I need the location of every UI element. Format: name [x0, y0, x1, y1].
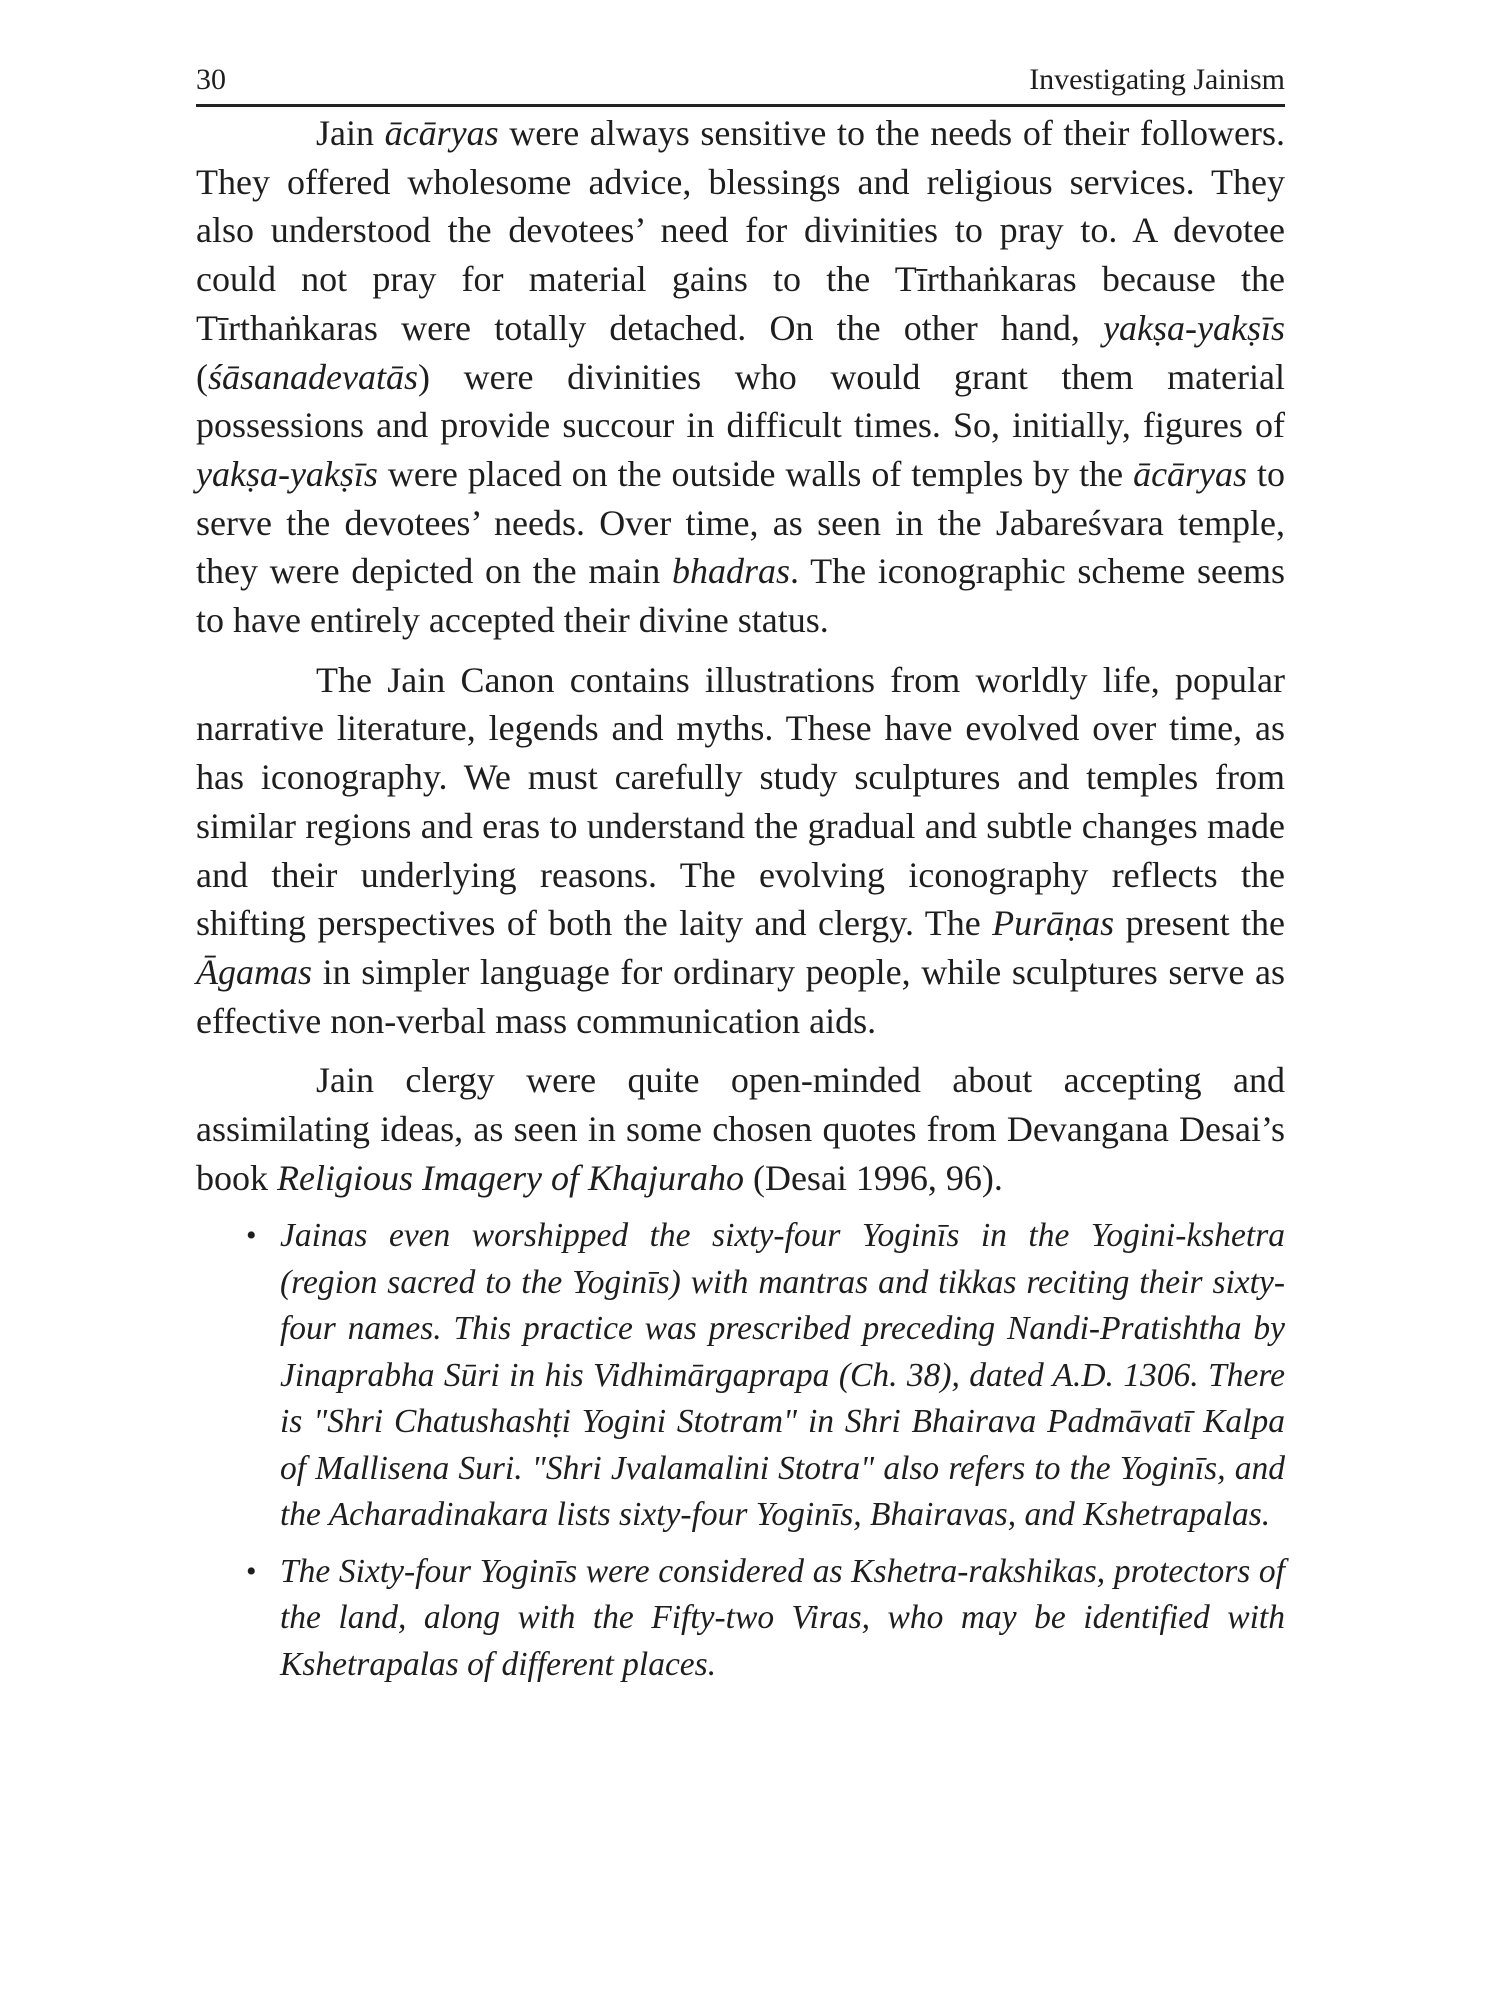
text-run: Jain	[316, 113, 385, 153]
italic-term: yakṣa-yakṣīs	[196, 453, 378, 494]
text-run: were placed on the outside walls of temples by the	[377, 453, 1134, 494]
text-run: . The iconographic scheme seems to have entirely accepted their divine status.	[196, 551, 1286, 641]
running-title: Investigating Jainism	[1029, 63, 1285, 96]
text-run: to serve the devotees’ needs. Over time, as seen in the Jabareśvara temple, they were depicted on the main	[196, 453, 1285, 592]
text-run: Jain clergy were quite open-minded about accepting and assimilating ideas, as seen in some chosen quotes from Devangana Desai’s book	[196, 1060, 1285, 1198]
text-run: The Jain Canon contains illustrations from worldly life, popular narrative literature, legends and myths. These have evolved over time, as has iconography. We must carefully study sculptures and temples from similar regions and eras to understand the gradual and subtle changes made and their underlying reasons. The evolving iconography reflects the shifting perspectives of both the laity and clergy. The	[196, 659, 1285, 944]
italic-term: Purāṇas	[992, 903, 1115, 944]
paragraph	[196, 656, 1285, 1046]
italic-term: ācāryas	[384, 113, 499, 153]
paragraph	[196, 109, 1285, 645]
text-run: in simpler language for ordinary people, while sculptures serve as effective non-verbal mass communication aids.	[196, 951, 1285, 1041]
italic-term: ācāryas	[1133, 453, 1248, 494]
paragraph	[196, 1056, 1285, 1202]
italic-term: Āgamas	[196, 951, 312, 992]
quote-list	[196, 1213, 1285, 1688]
italic-term: yakṣa-yakṣīs	[1103, 307, 1285, 348]
text-run: (Desai 1996, 96).	[743, 1157, 1003, 1198]
bullet-icon: •	[246, 1219, 257, 1253]
book-page	[196, 60, 1285, 1698]
bullet-icon: •	[246, 1554, 257, 1588]
text-run: were always sensitive to the needs of their followers. They offered wholesome advice, blessings and religious services. They also understood the devotees’ need for divinities to pray to. A devotee could not pray for material gains to the Tīrthaṅkaras because the Tīrthaṅkaras were totally detached. On the other hand,	[196, 113, 1285, 348]
running-header	[196, 60, 1285, 107]
italic-term: Religious Imagery of Khajuraho	[277, 1157, 744, 1198]
quote-text: Jainas even worshipped the sixty-four Yoginīs in the Yogini-kshetra (region sacred to the Yoginīs) with mantras and tikkas reciting their sixty-four names. This practice was prescribed preceding Nandi-Pratishtha by Jinaprabha Sūri in his Vidhimārgaprapa (Ch. 38), dated A.D. 1306. There is "Shri Chatushashṭi Yogini Stotram" in Shri Bhairava Padmāvatī Kalpa of Mallisena Suri. "Shri Jvalamalini Stotra" also refers to the Yoginīs, and the Acharadinakara lists sixty-four Yoginīs, Bhairavas, and Kshetrapalas.	[280, 1217, 1285, 1534]
body-text	[196, 109, 1285, 1688]
italic-term: bhadras	[672, 551, 791, 592]
quote-text: The Sixty-four Yoginīs were considered as Kshetra-rakshikas, protectors of the land, along with the Fifty-two Viras, who may be identified with Kshetrapalas of different places.	[280, 1552, 1285, 1683]
text-run: present the	[1114, 903, 1286, 944]
list-item	[196, 1549, 1285, 1689]
page-number: 30	[196, 63, 226, 96]
text-run: (	[196, 356, 208, 397]
italic-term: śāsanadevatās	[208, 356, 418, 397]
text-run: ) were divinities who would grant them material possessions and provide succour in difficult times. So, initially, figures of	[196, 356, 1285, 446]
list-item	[196, 1213, 1285, 1539]
